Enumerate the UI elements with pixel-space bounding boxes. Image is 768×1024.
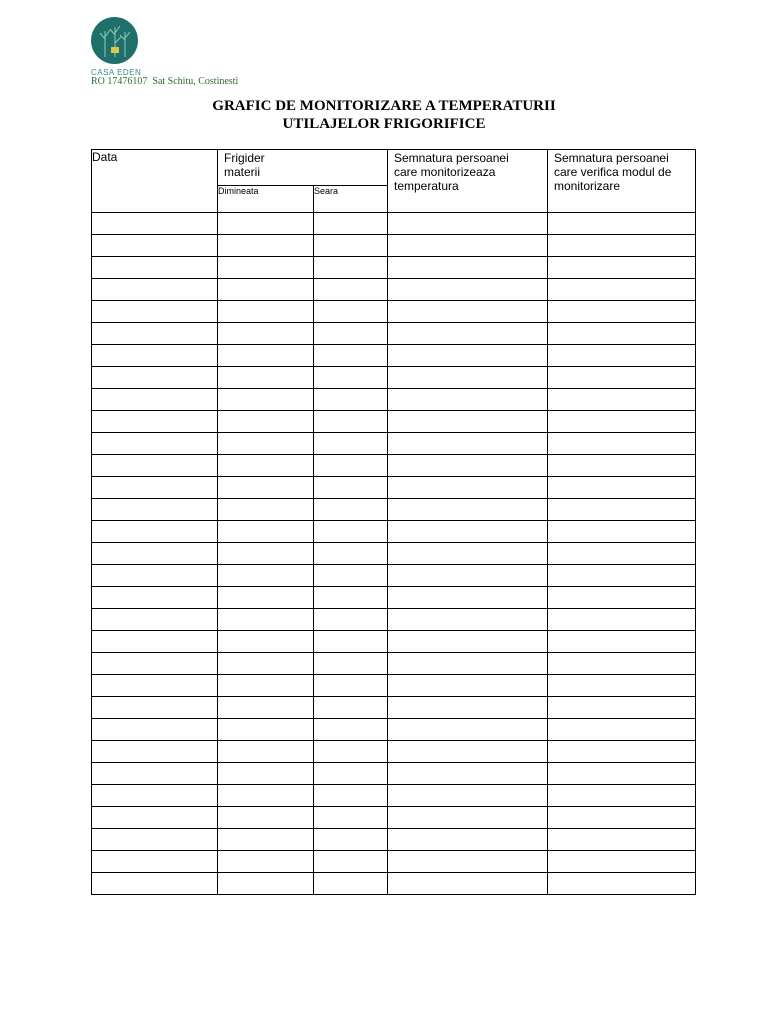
table-cell	[388, 455, 548, 477]
table-cell	[388, 543, 548, 565]
table-cell	[92, 521, 218, 543]
table-cell	[92, 609, 218, 631]
table-cell	[92, 323, 218, 345]
table-cell	[314, 697, 388, 719]
table-cell	[548, 653, 696, 675]
table-row	[92, 433, 696, 455]
table-cell	[92, 763, 218, 785]
table-row	[92, 785, 696, 807]
table-cell	[388, 829, 548, 851]
table-cell	[314, 411, 388, 433]
table-cell	[388, 675, 548, 697]
table-cell	[314, 829, 388, 851]
table-row	[92, 257, 696, 279]
table-cell	[218, 785, 314, 807]
table-cell	[388, 279, 548, 301]
table-cell	[314, 301, 388, 323]
table-cell	[548, 851, 696, 873]
table-cell	[314, 785, 388, 807]
table-cell	[92, 433, 218, 455]
table-row	[92, 411, 696, 433]
table-cell	[92, 631, 218, 653]
table-row	[92, 301, 696, 323]
table-cell	[314, 543, 388, 565]
table-row	[92, 565, 696, 587]
table-cell	[92, 873, 218, 895]
header-dimineata: Dimineata	[218, 186, 314, 213]
table-row	[92, 279, 696, 301]
table-row	[92, 697, 696, 719]
table-cell	[388, 433, 548, 455]
table-row	[92, 829, 696, 851]
table-cell	[388, 323, 548, 345]
casa-eden-logo	[91, 17, 138, 64]
table-row	[92, 609, 696, 631]
table-cell	[548, 389, 696, 411]
table-cell	[218, 587, 314, 609]
table-cell	[218, 433, 314, 455]
header-frigider-label: Frigider materii	[224, 151, 265, 179]
table-cell	[218, 301, 314, 323]
table-row	[92, 345, 696, 367]
table-row	[92, 477, 696, 499]
table-row	[92, 675, 696, 697]
table-cell	[548, 697, 696, 719]
table-cell	[388, 257, 548, 279]
table-cell	[388, 785, 548, 807]
table-row	[92, 367, 696, 389]
table-cell	[548, 235, 696, 257]
table-cell	[314, 389, 388, 411]
table-row	[92, 631, 696, 653]
table-cell	[314, 213, 388, 235]
table-cell	[314, 499, 388, 521]
table-cell	[92, 587, 218, 609]
table-cell	[314, 235, 388, 257]
table-row	[92, 213, 696, 235]
table-cell	[314, 719, 388, 741]
table-cell	[388, 367, 548, 389]
table-cell	[314, 565, 388, 587]
table-cell	[548, 301, 696, 323]
table-cell	[218, 477, 314, 499]
table-cell	[388, 565, 548, 587]
table-cell	[314, 323, 388, 345]
table-cell	[314, 675, 388, 697]
table-cell	[92, 675, 218, 697]
table-cell	[548, 807, 696, 829]
table-cell	[218, 807, 314, 829]
table-cell	[388, 741, 548, 763]
table-cell	[388, 719, 548, 741]
table-cell	[218, 213, 314, 235]
logo-text: CASA EDEN	[91, 68, 142, 77]
table-cell	[388, 213, 548, 235]
table-cell	[314, 609, 388, 631]
table-cell	[218, 499, 314, 521]
table-cell	[548, 543, 696, 565]
table-cell	[388, 807, 548, 829]
table-cell	[314, 367, 388, 389]
table-row	[92, 455, 696, 477]
table-cell	[218, 521, 314, 543]
table-row	[92, 587, 696, 609]
header-semnatura-verificare-label: Semnatura persoanei care verifica modul de monitorizare	[554, 151, 672, 193]
table-cell	[548, 741, 696, 763]
table-cell	[388, 521, 548, 543]
table-cell	[218, 389, 314, 411]
table-cell	[388, 697, 548, 719]
header-semnatura-monitorizare	[388, 150, 548, 213]
table-cell	[218, 279, 314, 301]
table-row	[92, 741, 696, 763]
table-cell	[314, 477, 388, 499]
table-cell	[314, 851, 388, 873]
table-cell	[388, 587, 548, 609]
table-cell	[548, 609, 696, 631]
table-cell	[548, 411, 696, 433]
table-row	[92, 323, 696, 345]
table-row	[92, 653, 696, 675]
table-cell	[548, 433, 696, 455]
table-cell	[92, 279, 218, 301]
table-cell	[218, 455, 314, 477]
table-cell	[218, 873, 314, 895]
table-cell	[548, 631, 696, 653]
table-cell	[218, 345, 314, 367]
table-row	[92, 873, 696, 895]
table-cell	[92, 367, 218, 389]
table-cell	[548, 345, 696, 367]
table-cell	[548, 785, 696, 807]
table-cell	[388, 389, 548, 411]
table-cell	[314, 279, 388, 301]
table-cell	[548, 521, 696, 543]
header-row	[92, 150, 696, 186]
table-cell	[548, 499, 696, 521]
table-cell	[92, 741, 218, 763]
table-cell	[388, 609, 548, 631]
table-cell	[218, 697, 314, 719]
table-cell	[314, 521, 388, 543]
table-cell	[218, 719, 314, 741]
temperature-log-table	[91, 149, 696, 895]
table-row	[92, 499, 696, 521]
table-row	[92, 235, 696, 257]
table-cell	[548, 477, 696, 499]
table-cell	[218, 609, 314, 631]
table-cell	[548, 213, 696, 235]
table-cell	[218, 565, 314, 587]
table-cell	[92, 213, 218, 235]
table-cell	[314, 741, 388, 763]
table-row	[92, 851, 696, 873]
table-cell	[218, 631, 314, 653]
table-cell	[218, 323, 314, 345]
table-cell	[548, 719, 696, 741]
table-cell	[548, 829, 696, 851]
table-row	[92, 719, 696, 741]
table-cell	[548, 565, 696, 587]
table-cell	[92, 235, 218, 257]
table-cell	[548, 675, 696, 697]
table-cell	[92, 697, 218, 719]
table-cell	[548, 367, 696, 389]
table-cell	[92, 543, 218, 565]
table-cell	[92, 851, 218, 873]
header-seara: Seara	[314, 186, 388, 213]
table-cell	[548, 455, 696, 477]
table-cell	[92, 829, 218, 851]
table-cell	[314, 807, 388, 829]
table-cell	[92, 653, 218, 675]
table-cell	[314, 345, 388, 367]
table-cell	[388, 763, 548, 785]
table-cell	[92, 499, 218, 521]
table-cell	[314, 873, 388, 895]
table-cell	[314, 433, 388, 455]
header-data: Data	[92, 150, 218, 213]
table-cell	[388, 851, 548, 873]
table-cell	[548, 257, 696, 279]
table-cell	[92, 477, 218, 499]
table-cell	[92, 455, 218, 477]
table-cell	[218, 367, 314, 389]
table-cell	[314, 587, 388, 609]
header-frigider	[218, 150, 388, 186]
table-cell	[218, 257, 314, 279]
title-line-2: UTILAJELOR FRIGORIFICE	[282, 116, 486, 132]
table-cell	[388, 301, 548, 323]
table-cell	[388, 477, 548, 499]
header-semnatura-monitorizare-label: Semnatura persoanei care monitorizeaza temperatura	[394, 151, 509, 193]
table-cell	[548, 323, 696, 345]
table-cell	[92, 345, 218, 367]
table-cell	[388, 345, 548, 367]
table-cell	[314, 455, 388, 477]
table-cell	[92, 411, 218, 433]
title-line-1: GRAFIC DE MONITORIZARE A TEMPERATURII	[212, 98, 556, 114]
table-cell	[218, 653, 314, 675]
table-cell	[388, 873, 548, 895]
table-cell	[314, 653, 388, 675]
table-cell	[92, 785, 218, 807]
company-info: RO 17476107 Sat Schitu, Costinesti	[91, 76, 239, 87]
table-cell	[388, 653, 548, 675]
table-cell	[218, 741, 314, 763]
table-cell	[218, 411, 314, 433]
table-cell	[218, 675, 314, 697]
table-cell	[314, 763, 388, 785]
table-cell	[548, 587, 696, 609]
table-cell	[548, 873, 696, 895]
document-title	[0, 97, 768, 133]
table-cell	[92, 257, 218, 279]
table-row	[92, 763, 696, 785]
table-row	[92, 543, 696, 565]
table-cell	[314, 257, 388, 279]
table-cell	[218, 763, 314, 785]
table-cell	[314, 631, 388, 653]
table-cell	[218, 235, 314, 257]
table-cell	[92, 565, 218, 587]
table-cell	[218, 851, 314, 873]
table-cell	[218, 543, 314, 565]
table-cell	[92, 719, 218, 741]
table-row	[92, 389, 696, 411]
table-cell	[548, 763, 696, 785]
table-cell	[388, 499, 548, 521]
table-cell	[388, 411, 548, 433]
table-cell	[548, 279, 696, 301]
table-cell	[92, 301, 218, 323]
table-cell	[388, 235, 548, 257]
table-row	[92, 521, 696, 543]
table-cell	[218, 829, 314, 851]
table-row	[92, 807, 696, 829]
table-cell	[388, 631, 548, 653]
header-semnatura-verificare	[548, 150, 696, 213]
table-cell	[92, 807, 218, 829]
table-cell	[92, 389, 218, 411]
